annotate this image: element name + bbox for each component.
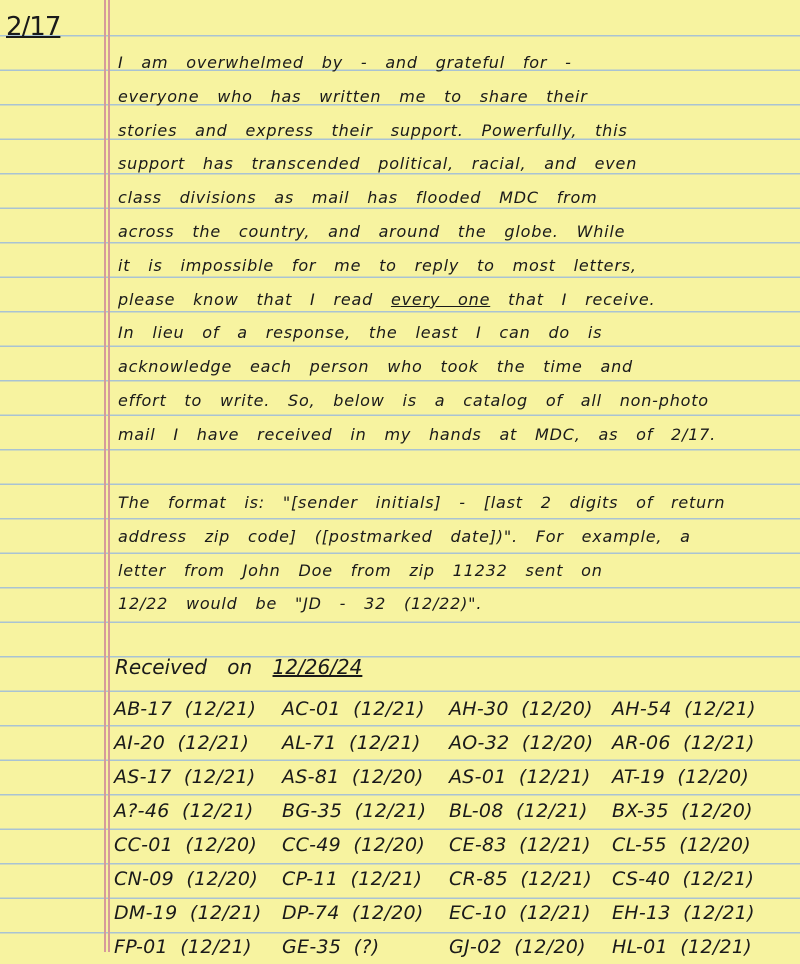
mail-entry: GE-35 (?) [282, 936, 380, 958]
entries-list [114, 692, 800, 964]
mail-entry: AH-54 (12/21) [612, 698, 756, 720]
mail-entry: CN-09 (12/20) [114, 868, 259, 890]
received-date: 12/26/24 [272, 655, 363, 679]
mail-entry: CS-40 (12/21) [612, 868, 755, 890]
mail-entry: EH-13 (12/21) [612, 902, 755, 924]
mail-entry: AS-01 (12/21) [449, 766, 591, 788]
mail-entry: AT-19 (12/20) [612, 766, 750, 788]
mail-entry: CP-11 (12/21) [282, 868, 423, 890]
mail-entry: CC-01 (12/20) [114, 834, 258, 856]
intro-line-3: stories and express their support. Powerfully, this [118, 120, 628, 140]
intro-line-12: mail I have received in my hands at MDC, as of 2/17. [118, 424, 717, 444]
mail-entry: AC-01 (12/21) [282, 698, 425, 720]
mail-entry: AB-17 (12/21) [114, 698, 257, 720]
margin-line-inner [108, 0, 110, 952]
intro-line-8-end: that I receive. [508, 289, 656, 309]
intro-line-9: In lieu of a response, the least I can do is [118, 323, 603, 343]
mail-entry: AS-81 (12/20) [282, 766, 424, 788]
intro-line-4: support has transcended political, racial, and even [118, 154, 638, 174]
mail-entry: DP-74 (12/20) [282, 902, 424, 924]
mail-entry: BL-08 (12/21) [449, 800, 588, 822]
mail-entry: CR-85 (12/21) [449, 868, 593, 890]
intro-line-1: I am overwhelmed by - and grateful for - [118, 53, 572, 72]
underlined-every-one: every one [390, 289, 491, 309]
intro-line-5: class divisions as mail has flooded MDC from [118, 188, 598, 208]
intro-line-8 [118, 283, 798, 317]
format-line-3: letter from John Doe from zip 11232 sent on [118, 560, 603, 580]
mail-entry: AR-06 (12/21) [612, 732, 755, 754]
mail-entry: AO-32 (12/20) [449, 732, 594, 754]
intro-line-7: it is impossible for me to reply to most letters, [118, 255, 637, 275]
mail-entry: CL-55 (12/20) [612, 834, 751, 856]
format-paragraph [118, 486, 798, 621]
mail-entry: AH-30 (12/20) [449, 698, 593, 720]
intro-paragraph [118, 46, 798, 452]
mail-entry: A?-46 (12/21) [114, 800, 254, 822]
mail-entry: FP-01 (12/21) [114, 936, 252, 958]
format-line-2: address zip code] ([postmarked date])". For example, a [118, 526, 691, 546]
intro-line-6: across the country, and around the globe. While [118, 221, 626, 241]
mail-entry: AL-71 (12/21) [282, 732, 421, 754]
intro-line-8-start: please know that I read [118, 289, 374, 309]
intro-line-10: acknowledge each person who took the time and [118, 357, 633, 377]
mail-entry: DM-19 (12/21) [114, 902, 262, 924]
mail-entry: CE-83 (12/21) [449, 834, 591, 856]
mail-entry: AS-17 (12/21) [114, 766, 256, 788]
mail-entry: EC-10 (12/21) [449, 902, 591, 924]
received-label: Received on [115, 655, 253, 679]
mail-entry: BG-35 (12/21) [282, 800, 427, 822]
margin-line [104, 0, 106, 952]
mail-entry: CC-49 (12/20) [282, 834, 426, 856]
format-line-1: The format is: "[sender initials] - [last 2 digits of return [118, 493, 726, 512]
mail-entry: GJ-02 (12/20) [449, 936, 586, 958]
intro-line-2: everyone who has written me to share their [118, 86, 588, 106]
mail-entry: AI-20 (12/21) [114, 732, 250, 754]
intro-line-11: effort to write. So, below is a catalog of all non-photo [118, 390, 709, 410]
mail-entry: HL-01 (12/21) [612, 936, 752, 958]
page-date: 2/17 [6, 12, 61, 42]
mail-entry: BX-35 (12/20) [612, 800, 753, 822]
received-heading [115, 655, 362, 679]
format-line-4: 12/22 would be "JD - 32 (12/22)". [118, 594, 483, 614]
